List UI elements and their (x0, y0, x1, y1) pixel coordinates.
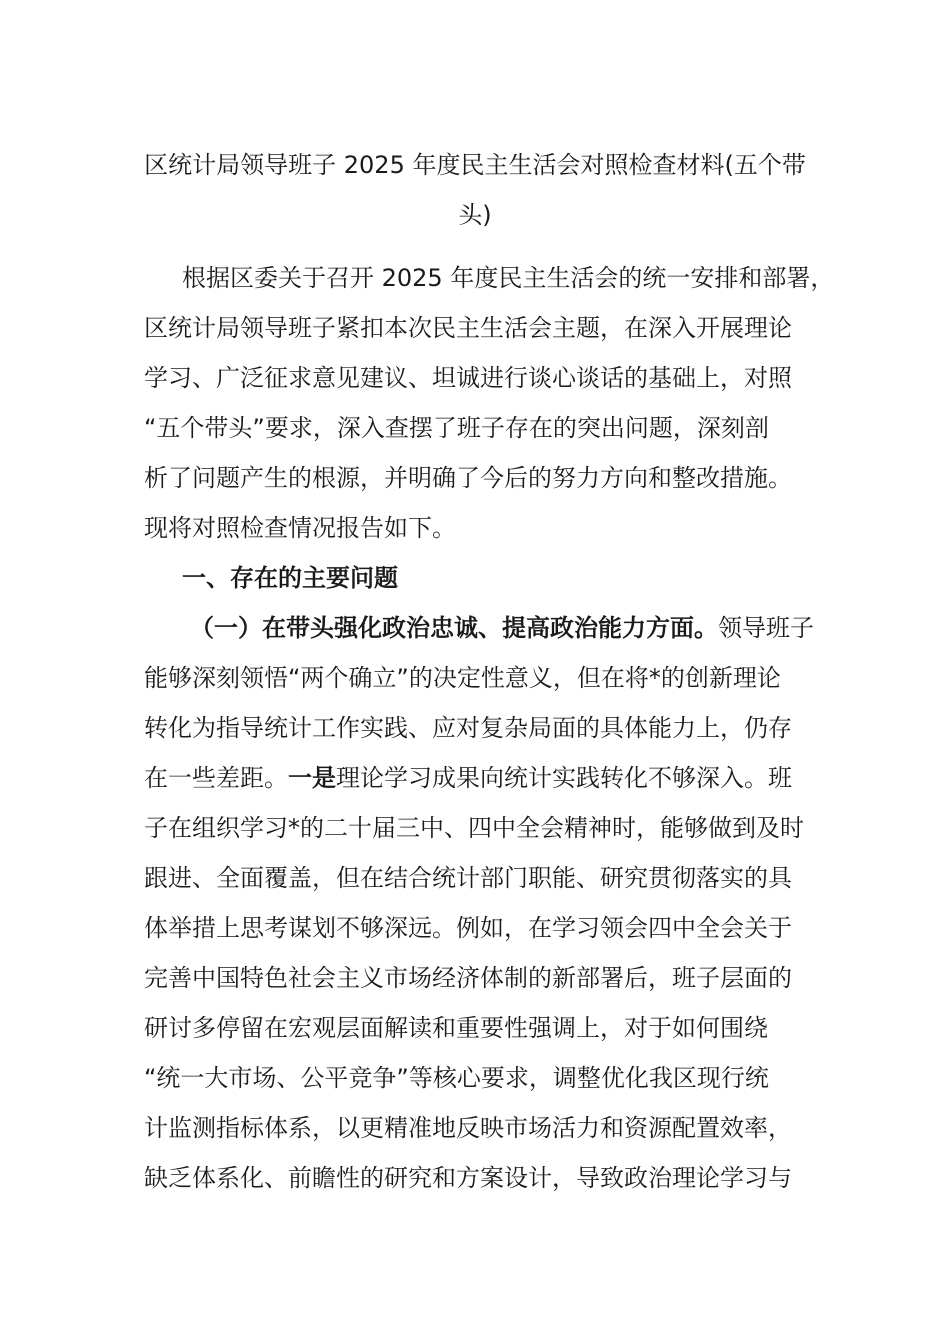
intro-line-2: 区统计局领导班子紧扣本次民主生活会主题，在深入开展理论 (144, 314, 792, 342)
subsection-1-line-7: 体举措上思考谋划不够深远。例如，在学习领会四中全会关于 (144, 914, 792, 942)
subsection-1-line-11: 计监测指标体系，以更精准地反映市场活力和资源配置效率， (144, 1114, 792, 1142)
document-body (144, 253, 835, 1203)
document-title (140, 140, 810, 240)
intro-line-3: 学习、广泛征求意见建议、坦诚进行谈心谈话的基础上，对照 (144, 364, 792, 392)
subsection-1-line-2: 能够深刻领悟“两个确立”的决定性意义，但在将*的创新理论 (144, 664, 781, 692)
subsection-1-first-line (144, 603, 814, 653)
intro-line-6: 现将对照检查情况报告如下。 (144, 514, 456, 542)
point-one-label: 一是 (288, 764, 336, 792)
subsection-1-line-5: 子在组织学习*的二十届三中、四中全会精神时，能够做到及时 (144, 814, 804, 842)
subsection-1-line-3: 转化为指导统计工作实践、应对复杂局面的具体能力上，仍存 (144, 714, 792, 742)
subsection-1-line-12: 缺乏体系化、前瞻性的研究和方案设计，导致政治理论学习与 (144, 1164, 792, 1192)
subsection-1-line-9: 研讨多停留在宏观层面解读和重要性强调上，对于如何围绕 (144, 1014, 768, 1042)
subsection-1-line1-rest: 领导班子 (718, 614, 814, 642)
subsection-1-line-6: 跟进、全面覆盖，但在结合统计部门职能、研究贯彻落实的具 (144, 864, 792, 892)
title-line-2: 头) (458, 201, 492, 229)
subsection-1-line-10: “统一大市场、公平竞争”等核心要求，调整优化我区现行统 (144, 1064, 769, 1092)
line-4-pre: 在一些差距。 (144, 764, 288, 792)
title-line-1: 区统计局领导班子 2025 年度民主生活会对照检查材料(五个带 (144, 151, 806, 179)
intro-line-1: 根据区委关于召开 2025 年度民主生活会的统一安排和部署， (182, 264, 835, 292)
subsection-1-line-8: 完善中国特色社会主义市场经济体制的新部署后，班子层面的 (144, 964, 792, 992)
line-4-post: 理论学习成果向统计实践转化不够深入。班 (336, 764, 792, 792)
intro-line-5: 析了问题产生的根源，并明确了今后的努力方向和整改措施。 (144, 464, 792, 492)
section-heading-1: 一、存在的主要问题 (182, 564, 398, 592)
subsection-1-heading: （一）在带头强化政治忠诚、提高政治能力方面。 (190, 614, 718, 642)
intro-line-4: “五个带头”要求，深入查摆了班子存在的突出问题，深刻剖 (144, 414, 769, 442)
subsection-1-line-4 (144, 753, 808, 803)
